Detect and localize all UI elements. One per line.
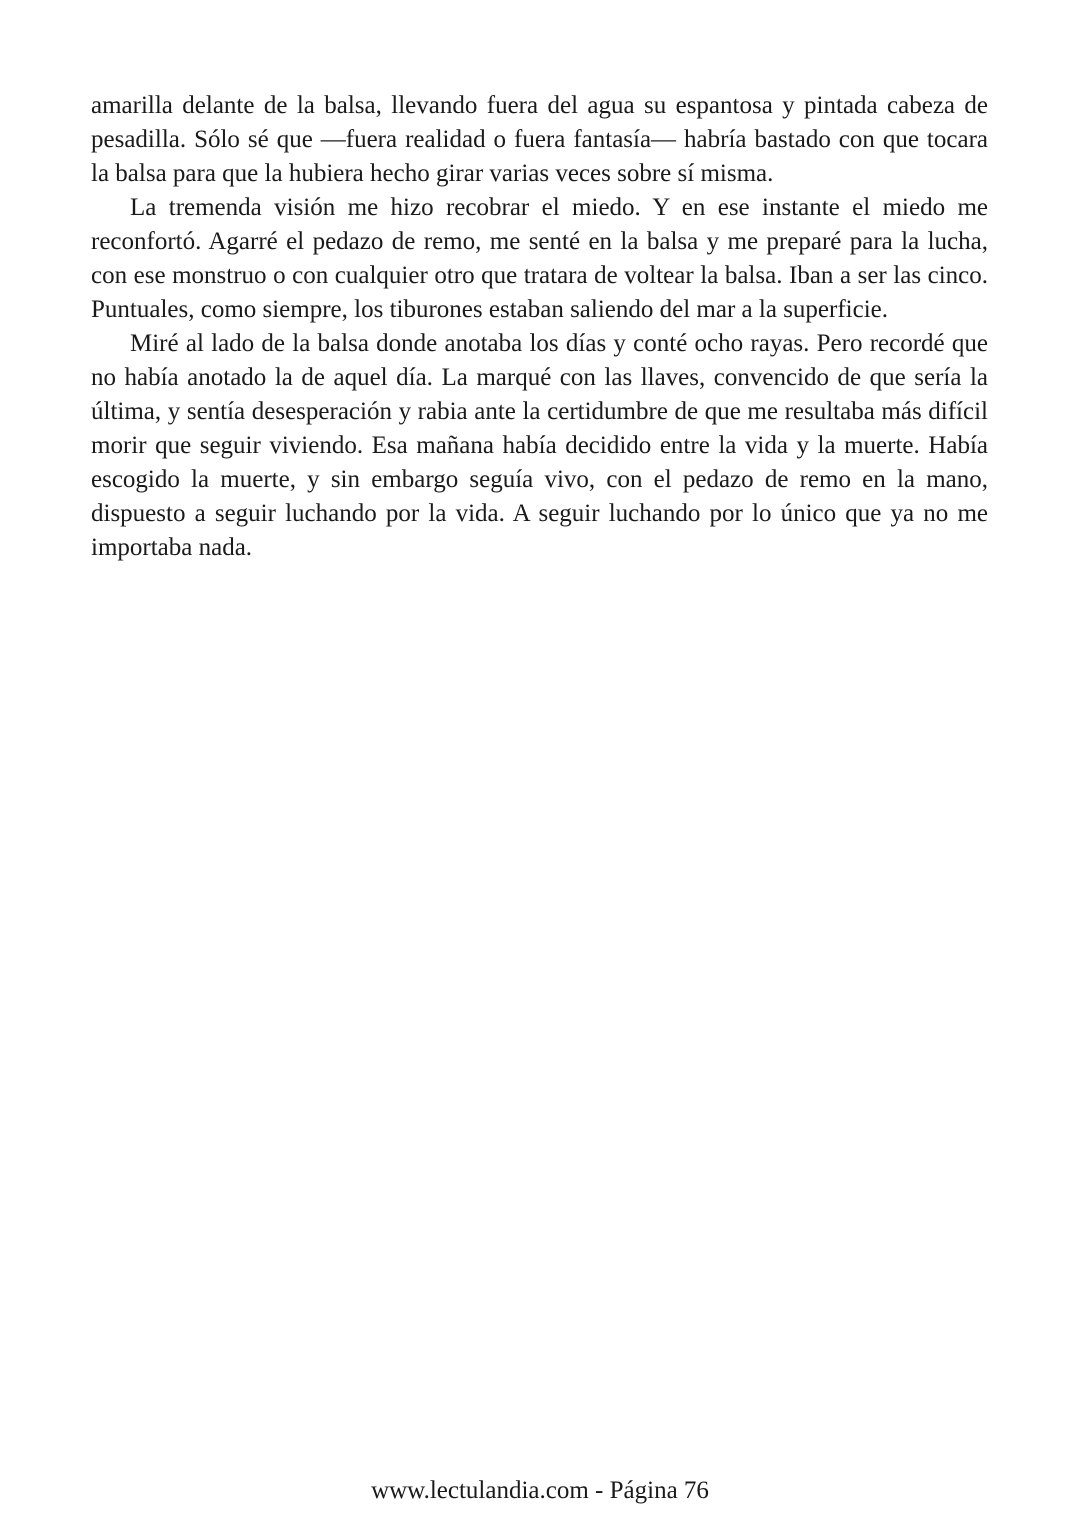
paragraph: Miré al lado de la balsa donde anotaba los días y conté ocho rayas. Pero recordé que no había anotado la de aquel día. La marqué con las llaves, convencido de que sería la última, y sentía desesperación y rabia ante la certidumbre de que me resultaba más difícil morir que seguir viviendo. Esa mañana había decidido entre la vida y la muerte. Había escogido la muerte, y sin embargo seguía vivo, con el pedazo de remo en la mano, dispuesto a seguir luchando por la vida. A seguir luchando por lo único que ya no me importaba nada. xyxy=(91,330,988,561)
page-body xyxy=(91,89,988,565)
paragraph: La tremenda visión me hizo recobrar el miedo. Y en ese instante el miedo me reconfortó. Agarré el pedazo de remo, me senté en la balsa y me preparé para la lucha, con ese monstruo o con cualquier otro que tratara de voltear la balsa. Iban a ser las cinco. Puntuales, como siempre, los tiburones estaban saliendo del mar a la superficie. xyxy=(91,194,988,323)
paragraph-continuation: amarilla delante de la balsa, llevando fuera del agua su espantosa y pintada cabeza de pesadilla. Sólo sé que —fuera realidad o fuera fantasía— habría bastado con que tocara la balsa para que la hubiera hecho girar varias veces sobre sí misma. xyxy=(91,92,988,187)
page-footer: www.lectulandia.com - Página 76 xyxy=(371,1477,709,1504)
